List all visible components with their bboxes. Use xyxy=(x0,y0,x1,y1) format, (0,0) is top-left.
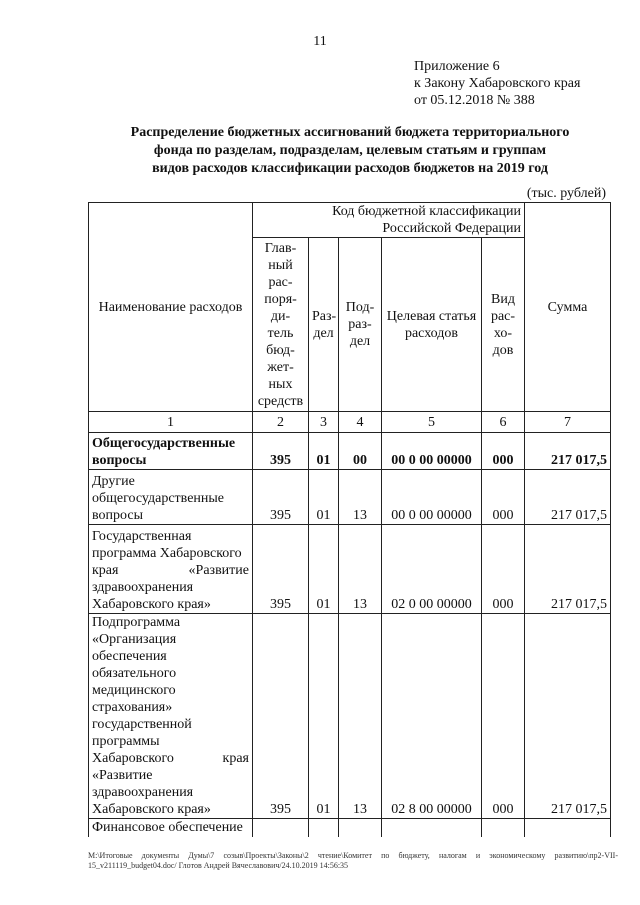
cell-gr: 395 xyxy=(253,614,309,819)
header-gr-line: Глав- xyxy=(264,240,297,256)
cell-gr xyxy=(253,819,309,838)
header-code-group-line: Российской Федерации xyxy=(382,221,521,237)
cell-vr: 000 xyxy=(482,614,525,819)
footer-line: 15_v211119_budget04.doc/ Глотов Андрей Вячеславович/24.10.2019 14:56:35 xyxy=(88,861,349,870)
header-gr-line: ный xyxy=(268,257,293,273)
cell-vr: 000 xyxy=(482,525,525,614)
budget-table xyxy=(88,202,611,837)
cell-gr: 395 xyxy=(253,433,309,470)
row-name-line: «Развитие xyxy=(92,768,153,783)
row-name-line: здравоохранения xyxy=(92,785,194,800)
row-name-line: вопросы xyxy=(92,508,143,523)
cell-rz: 01 xyxy=(309,470,339,525)
cell-rz: 01 xyxy=(309,433,339,470)
cell-sum: 217 017,5 xyxy=(525,614,611,819)
cell-csr: 00 0 00 00000 xyxy=(382,433,482,470)
cell-sum xyxy=(525,819,611,838)
cell-csr: 02 0 00 00000 xyxy=(382,525,482,614)
header-vr-line: дов xyxy=(492,342,514,358)
cell-vr: 000 xyxy=(482,433,525,470)
col-number: 7 xyxy=(525,412,611,433)
row-name xyxy=(89,470,253,525)
row-name-line: Финансовое обеспечение xyxy=(92,820,243,835)
header-code-group xyxy=(253,203,525,238)
header-rz-line: дел xyxy=(313,325,334,341)
row-name-line: государственной xyxy=(92,717,192,732)
row-name-line: программы xyxy=(92,734,160,749)
row-name-line: Хабаровского края» xyxy=(92,597,211,612)
row-name xyxy=(89,525,253,614)
table-row xyxy=(89,470,611,525)
col-number: 4 xyxy=(339,412,382,433)
header-name: Наименование расходов xyxy=(89,203,253,412)
row-name-line: Общегосударственные xyxy=(92,436,236,451)
cell-rz xyxy=(309,819,339,838)
table-row xyxy=(89,433,611,470)
cell-pr: 13 xyxy=(339,525,382,614)
header-pr xyxy=(339,238,382,412)
col-number: 2 xyxy=(253,412,309,433)
row-name-line: вопросы xyxy=(92,453,147,468)
header-rz-line: Раз- xyxy=(312,308,337,324)
cell-pr: 13 xyxy=(339,614,382,819)
row-name-line: «Организация xyxy=(92,632,177,647)
cell-rz: 01 xyxy=(309,525,339,614)
title-line: видов расходов классификации расходов бюджетов на 2019 год xyxy=(152,161,548,176)
header-pr-line: раз- xyxy=(348,317,372,333)
page-number: 11 xyxy=(313,34,327,49)
appendix-line: к Закону Хабаровского края xyxy=(414,76,581,91)
units-label: (тыс. рублей) xyxy=(526,186,606,201)
row-name-line: обязательного xyxy=(92,666,177,681)
header-pr-line: Под- xyxy=(345,300,375,316)
row-name xyxy=(89,433,253,470)
cell-csr: 00 0 00 00000 xyxy=(382,470,482,525)
header-gr-line: ди- xyxy=(270,308,291,324)
appendix-line: Приложение 6 xyxy=(414,59,500,74)
row-name-line: здравоохранения xyxy=(92,580,194,595)
cell-pr: 00 xyxy=(339,433,382,470)
header-rz xyxy=(309,238,339,412)
table-row xyxy=(89,819,611,838)
header-pr-line: дел xyxy=(349,334,371,350)
row-name-line: Хабаровского края» xyxy=(92,802,211,817)
cell-sum: 217 017,5 xyxy=(525,433,611,470)
header-gr xyxy=(253,238,309,412)
col-number: 3 xyxy=(309,412,339,433)
row-name-line: обеспечения xyxy=(92,649,167,664)
col-number: 5 xyxy=(382,412,482,433)
header-sum: Сумма xyxy=(525,203,611,412)
cell-sum: 217 017,5 xyxy=(525,525,611,614)
header-vr-line: рас- xyxy=(490,308,516,324)
table-row xyxy=(89,614,611,819)
title-line: фонда по разделам, подразделам, целевым статьям и группам xyxy=(153,143,547,158)
appendix-line: от 05.12.2018 № 388 xyxy=(414,93,535,108)
row-name-line: Другие xyxy=(92,474,135,489)
footer-line: M:\Итоговые документы Думы\7 созыв\Проекты\Законы\2 чтение\Комитет по бюджету, налогам и экономическому развитию\пр2-VII- xyxy=(88,851,618,860)
header-vr-line: хо- xyxy=(493,325,513,341)
header-gr-line: поря- xyxy=(264,291,297,307)
header-csr xyxy=(382,238,482,412)
header-gr-line: тель xyxy=(267,325,294,341)
cell-gr: 395 xyxy=(253,470,309,525)
header-csr-line: Целевая статья xyxy=(386,308,477,324)
row-name xyxy=(89,614,253,819)
row-name-line: медицинского xyxy=(92,683,176,698)
col-number: 1 xyxy=(89,412,253,433)
row-name-line: Хабаровского края xyxy=(92,751,249,766)
cell-sum: 217 017,5 xyxy=(525,470,611,525)
header-gr-line: рас- xyxy=(268,274,293,290)
cell-gr: 395 xyxy=(253,525,309,614)
header-vr xyxy=(482,238,525,412)
header-code-group-line: Код бюджетной классификации xyxy=(332,204,521,220)
row-name-line: Государственная xyxy=(92,529,192,544)
header-csr-line: расходов xyxy=(404,325,459,341)
cell-pr xyxy=(339,819,382,838)
document-title xyxy=(60,124,640,178)
header-gr-line: жет- xyxy=(267,359,294,375)
header-gr-line: средств xyxy=(257,393,304,409)
cell-csr: 02 8 00 00000 xyxy=(382,614,482,819)
appendix-reference xyxy=(414,58,580,109)
cell-vr xyxy=(482,819,525,838)
table-row xyxy=(89,525,611,614)
row-name-line: страхования» xyxy=(92,700,173,715)
cell-csr xyxy=(382,819,482,838)
header-vr-line: Вид xyxy=(491,291,515,307)
header-gr-line: ных xyxy=(268,376,293,392)
cell-rz: 01 xyxy=(309,614,339,819)
row-name-line: общегосударственные xyxy=(92,491,225,506)
row-name-line: программа Хабаровского xyxy=(92,546,242,561)
file-path-footer xyxy=(88,851,618,871)
row-name-line: Подпрограмма xyxy=(92,615,181,630)
cell-pr: 13 xyxy=(339,470,382,525)
title-line: Распределение бюджетных ассигнований бюджета территориального xyxy=(130,125,570,140)
header-gr-line: бюд- xyxy=(266,342,295,358)
cell-vr: 000 xyxy=(482,470,525,525)
row-name-line: края «Развитие xyxy=(92,563,249,578)
row-name xyxy=(89,819,253,838)
col-number: 6 xyxy=(482,412,525,433)
